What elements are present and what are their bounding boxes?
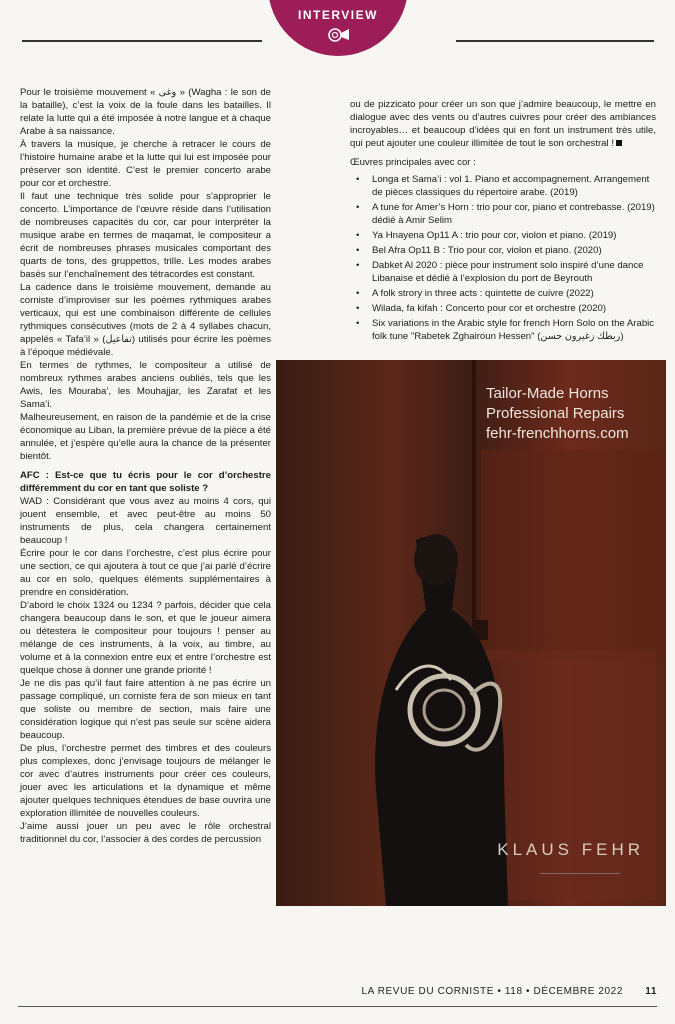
ad-brand-logo: KLAUS FEHR: [497, 840, 644, 859]
list-item: • Bel Afra Op11 B : Trio pour cor, violon et piano. (2020): [350, 244, 656, 257]
paragraph: De plus, l’orchestre permet des timbres et des couleurs plus complexes, donc j’envisage toujours de mélanger le cor avec d’autres instruments pour créer ces couleurs, jouer avec les articulations et la dynamique et même ajouter quelques techniques étendues de base ouvrira une exploration illimitée de nouvelles couleurs.: [20, 743, 271, 819]
paragraph: Il faut une technique très solide pour s’approprier le concerto. L’importance de l’œuvre réside dans l’utilisation de nombreuses capacités du cor, car pour interpréter la musique arabe en termes de maqamat, le compositeur a écrit de nombreuses phrases musicales comportant des quarts de tons, des gruppettos, trille. Les modes arabes basés sur l’enchaînement des tétracordes est constant.: [20, 191, 271, 280]
list-item: • A tune for Amer’s Horn : trio pour cor, piano et contrebasse. (2019) dédié à Amir Selim: [350, 201, 656, 227]
section-badge: [268, 0, 408, 56]
paragraph: WAD : Considérant que vous avez au moins 4 cors, qui jouent ensemble, et avec peut-être au moins 50 instruments de plus, cela changera certainement beaucoup !: [20, 496, 271, 546]
footer-publication: LA REVUE DU CORNISTE • 118 • DÉCEMBRE 2022: [361, 986, 623, 997]
article-right-column: [350, 98, 656, 345]
works-list: [350, 173, 656, 343]
paragraph: Malheureusement, en raison de la pandémie et de la crise économique au Liban, la première prévue de la pièce a été annulée, et j’espère qu’elle aura la chance de la présenter bientôt.: [20, 412, 271, 462]
list-item: • Ya Hnayena Op11 A : trio pour cor, violon et piano. (2019): [350, 229, 656, 242]
paragraph: Je ne dis pas qu’il faut faire attention à ne pas écrire un passage compliqué, un corniste fera de son mieux en tant que soliste ou membre de section, mais faire une considération logique qui n’est pas seule sur scène aidera beaucoup.: [20, 678, 271, 741]
paragraph: J’aime aussi jouer un peu avec le rôle orchestral traditionnel du cor, l’associer à des cordes de percussion: [20, 821, 271, 845]
ad-divider: [540, 873, 620, 874]
ad-text-block: [486, 384, 629, 444]
paragraph: Écrire pour le cor dans l’orchestre, c’est plus écrire pour une section, ce qui ajoutera à tout ce que j’ai parlé d’écrire au cor en solo, quelques éléments supplémentaires à prendre en considération.: [20, 548, 271, 598]
paragraph-text: ou de pizzicato pour créer un son que j’admire beaucoup, le mettre en dialogue avec des vents ou d’autres cuivres pour créer des ambiances incroyables… et beaucoup d’idées qui en font un instrument très utile, qui peut ajouter une couleur illimitée de tout le son orchestral !: [350, 99, 656, 149]
list-item: • Six variations in the Arabic style for french Horn Solo on the Arabic folk tune "Rabetek Zghairoun Hessen" (ربطك زغيرون حسن): [350, 317, 656, 343]
paragraph: En termes de rythmes, le compositeur a utilisé de nombreux rythmes arabes anciens oubliés, tels que les Awis, les Mouraba’, les Mouhajjar, les Zarafat et les Sama’i.: [20, 360, 271, 410]
paragraph: La cadence dans le troisième mouvement, demande au corniste d’improviser sur les poèmes rythmiques arabes verticaux, qui est une combinaison différente de cellules rythmiques consécutives (mots de 2 à 4 syllabes chacun, appelés « Tafa’il » (تفاعيل) utilisés pour écrire les poèmes à l’époque médiévale.: [20, 282, 271, 358]
end-mark: [616, 140, 622, 146]
horn-icon: [326, 27, 350, 43]
advertisement: [276, 360, 666, 906]
article-left-column: [20, 86, 271, 846]
list-item: • Wilada, fa kifah : Concerto pour cor et orchestre (2020): [350, 302, 656, 315]
list-item: • Longa et Sama’i : vol 1. Piano et accompagnement. Arrangement de pièces classiques du répertoire arabe. (2019): [350, 173, 656, 199]
page-footer: [0, 986, 675, 1004]
header-rule-left: [22, 40, 262, 42]
page-number: 11: [645, 986, 657, 997]
interview-question: AFC : Est-ce que tu écris pour le cor d’orchestre différemment du cor en tant que soliste ?: [20, 470, 271, 494]
footer-rule: [18, 1006, 657, 1007]
works-heading: Œuvres principales avec cor :: [350, 157, 476, 168]
paragraph: Pour le troisième mouvement « وغى » (Wagha : le son de la bataille), c’est la voix de la foule dans les batailles. Il relate la lutte qui a été imposée à notre langue et à chaque Arabe à sa naissance.: [20, 87, 272, 137]
ad-tagline: Tailor-Made Horns: [486, 385, 609, 402]
list-item: • Dabket Al 2020 : pièce pour instrument solo inspiré d’une dance Libanaise et dédié à l’explosion du port de Beyrouth: [350, 259, 656, 285]
ad-website-link[interactable]: fehr-frenchhorns.com: [486, 425, 629, 442]
ad-tagline: Professional Repairs: [486, 405, 625, 422]
header-rule-right: [456, 40, 654, 42]
section-title: INTERVIEW: [298, 8, 378, 22]
list-item: • A folk strory in three acts : quintette de cuivre (2022): [350, 287, 656, 300]
paragraph-continued: [350, 98, 656, 150]
paragraph: À travers la musique, je cherche à retracer le cours de l’histoire humaine arabe et la lutte qui lui est imposée pour préserver son identité. C’est le premier concerto arabe pour cor et orchestre.: [20, 139, 271, 189]
paragraph: D’abord le choix 1324 ou 1234 ? parfois, décider que cela changera beaucoup dans le son, et que le joueur aimera ou détestera le compositeur pour toujours ! penser au mélange de ces instruments, à la voix, au timbre, au volume et à la connexion entre eux et entre l’orchestre est quelque chose à donner une grande priorité !: [20, 600, 271, 676]
